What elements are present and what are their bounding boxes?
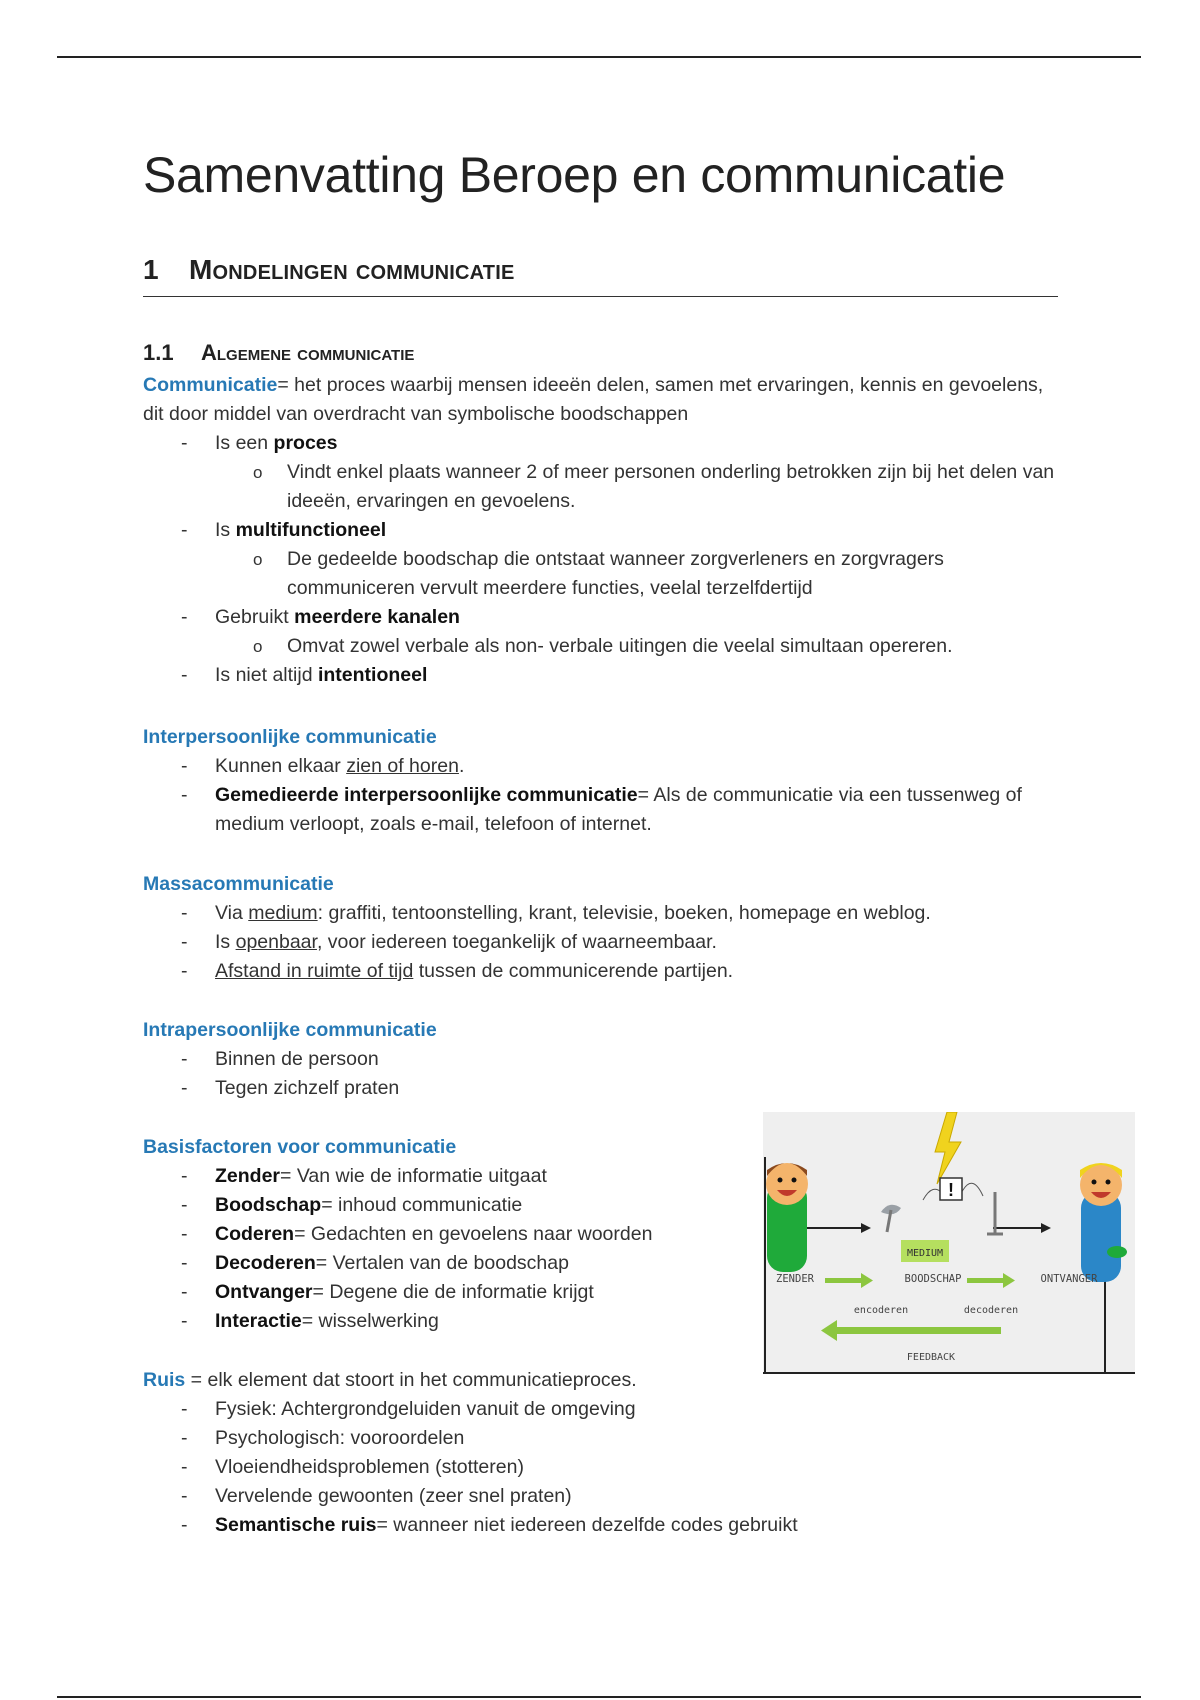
list-item: - Decoderen= Vertalen van de boodschap — [143, 1249, 743, 1278]
list-item: - Via medium: graffiti, tentoonstelling, krant, televisie, boeken, homepage en weblog. — [143, 899, 1063, 928]
sub-list — [215, 545, 1063, 603]
list-item: - Is multifunctioneel o De gedeelde boodschap die ontstaat wanneer zorgverleners en zorgvragers communiceren vervult meerdere functies, veelal terzelfdertijd — [143, 516, 1063, 603]
list-item: - Boodschap= inhoud communicatie — [143, 1191, 743, 1220]
receiver-label: ONTVANGER — [1040, 1273, 1098, 1285]
noise-term: Ruis — [143, 1369, 186, 1391]
chapter-title: Mondelingen communicatie — [189, 254, 515, 285]
section-number: 1.1 — [143, 340, 174, 365]
list-item: - Fysiek: Achtergrondgeluiden vanuit de omgeving — [143, 1395, 1063, 1424]
mass-list — [143, 899, 1063, 986]
list-item: - Is een proces o Vindt enkel plaats wanneer 2 of meer personen onderling betrokken zijn bij het delen van ideeën, ervaringen en gevoelens. — [143, 429, 1063, 516]
chapter-number: 1 — [143, 254, 159, 285]
list-item: - Semantische ruis= wanneer niet iedereen dezelfde codes gebruikt — [143, 1511, 1063, 1540]
sub-list — [215, 632, 1063, 661]
properties-list — [143, 429, 1063, 690]
communication-model-diagram — [763, 1112, 1135, 1374]
interpersonal-list — [143, 752, 1063, 839]
chapter-heading — [143, 254, 1058, 297]
list-item: - Ontvanger= Degene die de informatie krijgt — [143, 1278, 743, 1307]
interpersonal-heading: Interpersoonlijke communicatie — [143, 726, 437, 748]
sub-list-item: o Vindt enkel plaats wanneer 2 of meer personen onderling betrokken zijn bij het delen van ideeën, ervaringen en gevoelens. — [215, 458, 1063, 516]
intrapersonal-heading: Intrapersoonlijke communicatie — [143, 1019, 437, 1041]
bottom-rule — [57, 1696, 1141, 1698]
list-item: - Gebruikt meerdere kanalen o Omvat zowel verbale als non- verbale uitingen die veelal simultaan opereren. — [143, 603, 1063, 661]
list-item: - Gemedieerde interpersoonlijke communicatie= Als de communicatie via een tussenweg of medium verloopt, zoals e-mail, telefoon of internet. — [143, 781, 1063, 839]
list-item: - Vervelende gewoonten (zeer snel praten) — [143, 1482, 1063, 1511]
list-item: - Tegen zichzelf praten — [143, 1074, 1063, 1103]
decode-label: decoderen — [963, 1305, 1019, 1316]
list-item: - Coderen= Gedachten en gevoelens naar woorden — [143, 1220, 743, 1249]
communication-definition — [143, 371, 1063, 429]
list-item: - Is openbaar, voor iedereen toegankelijk of waarneembaar. — [143, 928, 1063, 957]
list-item: - Vloeiendheidsproblemen (stotteren) — [143, 1453, 1063, 1482]
diagram-canvas — [763, 1112, 1135, 1374]
definition-text: = het proces waarbij mensen ideeën delen, samen met ervaringen, kennis en gevoelens, dit door middel van overdracht van symbolische boodschappen — [143, 374, 1044, 425]
basics-heading: Basisfactoren voor communicatie — [143, 1136, 457, 1158]
document-title: Samenvatting Beroep en communicatie — [143, 147, 1006, 203]
basics-list — [143, 1162, 743, 1336]
list-item: - Zender= Van wie de informatie uitgaat — [143, 1162, 743, 1191]
intrapersonal-list — [143, 1045, 1063, 1103]
noise-text: = elk element dat stoort in het communicatieproces. — [185, 1369, 637, 1391]
sender-figure — [766, 1163, 808, 1272]
list-item: - Kunnen elkaar zien of horen. — [143, 752, 1063, 781]
sub-list — [215, 458, 1063, 516]
list-item: - Binnen de persoon — [143, 1045, 1063, 1074]
list-item: - Interactie= wisselwerking — [143, 1307, 743, 1336]
sub-list-item: o Omvat zowel verbale als non- verbale uitingen die veelal simultaan opereren. — [215, 632, 1063, 661]
noise-list — [143, 1395, 1063, 1540]
top-rule — [57, 56, 1141, 58]
medium-label: MEDIUM — [906, 1248, 944, 1259]
definition-term: Communicatie — [143, 374, 278, 396]
section-heading — [143, 340, 414, 366]
encode-label: encoderen — [853, 1305, 909, 1316]
mass-heading: Massacommunicatie — [143, 873, 334, 895]
section-title: Algemene communicatie — [201, 340, 415, 365]
sender-label: ZENDER — [776, 1273, 814, 1285]
message-label: BOODSCHAP — [904, 1273, 962, 1285]
list-item: - Psychologisch: vooroordelen — [143, 1424, 1063, 1453]
noise-warning-mark: ! — [948, 1180, 954, 1200]
sub-list-item: o De gedeelde boodschap die ontstaat wanneer zorgverleners en zorgvragers communiceren vervult meerdere functies, veelal terzelfdertijd — [215, 545, 1063, 603]
feedback-label: FEEDBACK — [906, 1352, 956, 1363]
list-item: - Is niet altijd intentioneel — [143, 661, 1063, 690]
list-item: - Afstand in ruimte of tijd tussen de communicerende partijen. — [143, 957, 1063, 986]
receiver-figure — [1080, 1163, 1127, 1282]
